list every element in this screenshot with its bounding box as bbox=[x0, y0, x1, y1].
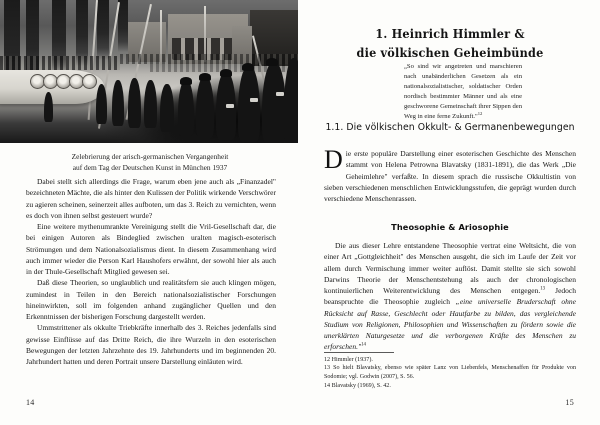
historic-photograph bbox=[0, 0, 298, 143]
epigraph-quote bbox=[404, 62, 522, 123]
paragraph: Ummstrittener als okkulte Triebkräfte innerhalb des 3. Reiches jedenfalls sind gewisse Einflüsse auf das Dritte Reich, die ihre Wurzeln in den esoterischen Bewegungen der letzten Jahrzehnte des 19. Jahrhunderts und im beginnenden 20. Jahrhundert hatten und deren Portrait unsere Darstellung einläuten wird. bbox=[26, 323, 276, 366]
helmet-icon bbox=[266, 58, 278, 66]
drop-cap: D bbox=[324, 145, 343, 174]
foreground-figure bbox=[128, 78, 141, 128]
page-number-right: 15 bbox=[565, 398, 574, 407]
armband-icon bbox=[250, 98, 258, 102]
intro-paragraph bbox=[324, 145, 576, 204]
paragraph: Dabei stellt sich allerdings die Frage, warum eben jene auch als „Finanzadel" bezeichneten Mächte, die als hinter den Kulissen der Politik wirkende Verschwörer zu agieren scheinen, seinerzeit alles aufboten, um das 3. Reich zu vernichten, wenn es doch von ihnen selbst gesteuert wurde? bbox=[26, 177, 276, 220]
foreground-figure bbox=[178, 80, 194, 136]
theosophy-paragraph bbox=[324, 240, 576, 353]
helmet-icon bbox=[220, 69, 232, 77]
footnote-marker-13: 13 bbox=[540, 286, 546, 292]
chapter-title bbox=[322, 24, 578, 63]
footnote-block bbox=[324, 352, 576, 391]
section-heading: 1.1. Die völkischen Okkult- & Germanenbewegungen bbox=[325, 122, 575, 133]
intro-paragraph-block bbox=[324, 145, 576, 204]
footnote-rule bbox=[324, 352, 394, 353]
foreground-figure bbox=[44, 92, 53, 122]
banner-pylon-icon bbox=[118, 0, 128, 52]
figure-caption-line-1: Zelebrierung der arisch-germanischen Vergangenheit bbox=[71, 152, 229, 161]
crowd-band bbox=[0, 56, 120, 70]
foreground-figure bbox=[196, 76, 214, 138]
helmet-icon bbox=[180, 77, 192, 85]
left-page-body-text bbox=[26, 176, 276, 367]
foreground-figure bbox=[144, 80, 157, 128]
foreground-figure bbox=[96, 84, 107, 124]
shield-icon bbox=[82, 74, 97, 89]
armband-icon bbox=[276, 92, 284, 96]
right-page bbox=[300, 0, 600, 425]
page-number-left: 14 bbox=[26, 398, 35, 407]
photograph-image bbox=[0, 0, 298, 143]
footnote-marker-14: 14 bbox=[361, 342, 366, 348]
helmet-icon bbox=[242, 63, 254, 71]
banner-pylon-icon bbox=[97, 0, 109, 60]
theosophy-text-part-2: Jedoch beanspruchte die Theosophie zugleich bbox=[324, 286, 576, 307]
epigraph-text: „So sind wir angetreten und marschieren nach unabänderlichen Gesetzen als ein nationalsozialistischer, soldatischer Orden nordisch bestimmter Männer und als eine geschworene Gemeinschaft ihrer Sippen den Weg in eine ferne Zukunft." bbox=[404, 63, 522, 121]
theosophy-italic-quote: „eine universelle Bruderschaft ohne Rücksicht auf Rasse, Geschlecht oder Hautfarbe zu bilden, das vergleichende Studium von Religionen, Philosophien und Wissenschaften zu fördern sowie die unerklärten Naturgesetze und die verborgenen Kräfte des Menschen zu erforschen." bbox=[324, 297, 576, 352]
footnote-item: 14 Blavatsky (1969), S. 42. bbox=[324, 383, 391, 390]
theosophy-paragraph-block bbox=[324, 240, 576, 353]
theosophy-text-part-1: Die aus dieser Lehre entstandene Theosophie vertrat eine Weltsicht, die von einer Art „Gottgleichheit" des Menschen ausgeht, die sich im Laufe der Zeit vor allem durch Vermischung immer weiter auflöst. Damit stellte sie sich sowohl Darwins Theorie der Menschentstehung als auch der chronologischen kontinuierlichen Weiterentwicklung des Menschen entgegen. bbox=[324, 241, 576, 295]
helmet-icon bbox=[199, 73, 211, 81]
intro-paragraph-text: ie erste populäre Darstellung einer esoterischen Geschichte des Menschen stammt von Helena Petrowna Blavatsky (1831-1891), die das Werk „Die Geheimlehre" verfaßte. In diesem sprach die russische Okkultistin von sieben verschiedenen menschlichen Entwicklungsstufen, die geprägt wurden durch verschiedene Menschenrassen. bbox=[324, 149, 576, 203]
foreground-figure bbox=[238, 66, 260, 142]
armband-icon bbox=[226, 104, 234, 108]
footnote-item: 13 So hielt Blavatsky, ebenso wie später Lanz von Liebenfels, Menschenaffen für Produkte von Sodomie; vgl. Godwin (2007), S. 56. bbox=[324, 365, 576, 381]
figure-caption-line-2: auf dem Tag der Deutschen Kunst in München 1937 bbox=[72, 162, 228, 172]
paragraph: Eine weitere mythenumrankte Vereinigung stellt die Vril-Gesellschaft dar, die bei einigen Autoren als Bindeglied zwischen uralten magisch-esoterisch Strömungen und dem Nationalsozialismus dient. In diesem Zusammenhang wird auch immer wieder die Person Karl Haushofers erwähnt, der sowohl hier als auch in der Thule-Gesellschaft Mitglied gewesen sei. bbox=[26, 222, 276, 276]
paragraph: Daß diese Theorien, so unglaublich und realitätsfern sie auch klingen mögen, zumindest in Teilen in den Bereich nationalsozialistischer Forschungen hineinwirkten, soll im folgenden anhand zugänglicher Quellen und den Erkenntnissen der bisherigen Forschung dargestellt werden. bbox=[26, 278, 276, 321]
chapter-title-line-2: die völkischen Geheimbünde bbox=[356, 45, 544, 61]
footnote-item: 12 Himmler (1937). bbox=[324, 356, 373, 363]
foreground-figure bbox=[160, 84, 174, 132]
foreground-figure bbox=[284, 58, 298, 143]
chapter-title-line-1: 1. Heinrich Himmler & bbox=[375, 26, 525, 41]
epigraph-footnote-marker: 12 bbox=[477, 111, 483, 117]
sub-heading: Theosophie & Ariosophie bbox=[391, 222, 509, 232]
figure-caption bbox=[24, 152, 276, 173]
foreground-figure bbox=[112, 80, 124, 126]
foreground-figure bbox=[262, 62, 286, 143]
